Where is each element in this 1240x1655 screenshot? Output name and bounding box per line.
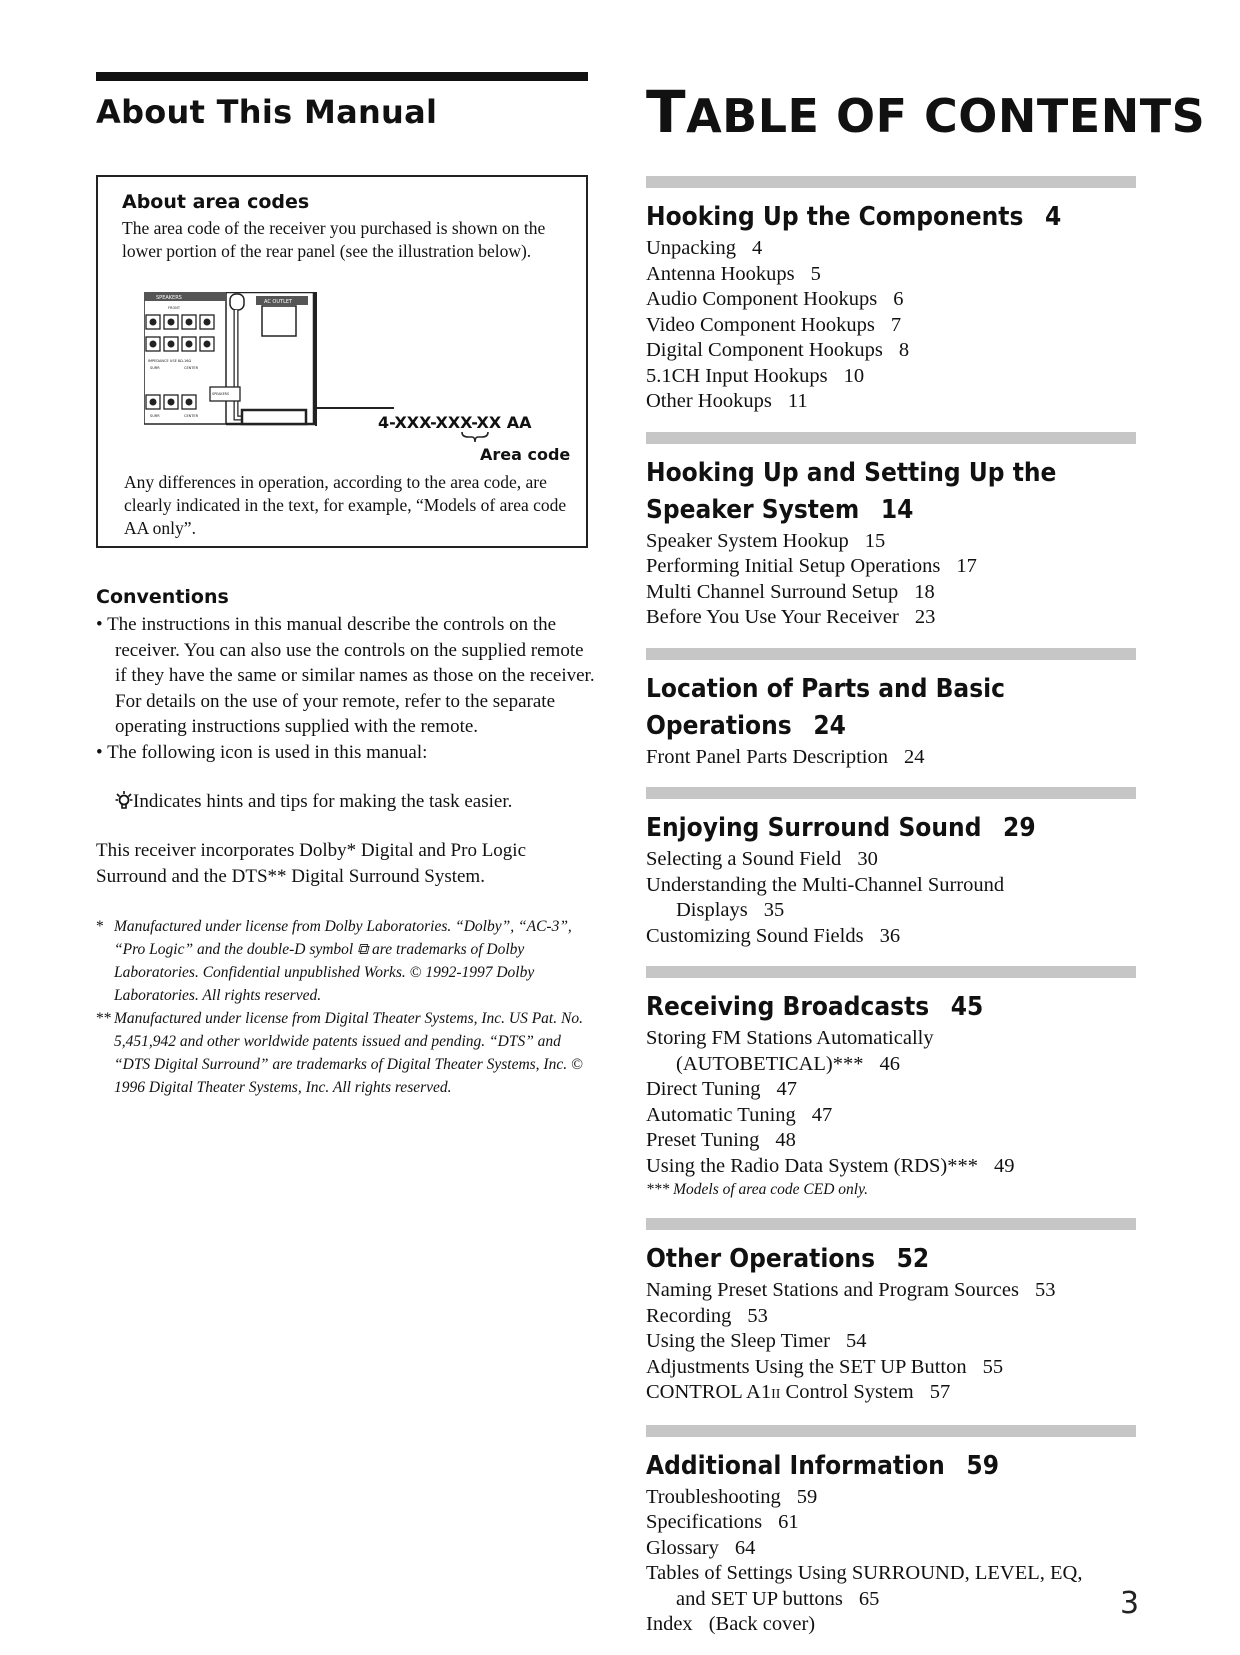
- section-page: 52: [896, 1244, 930, 1274]
- entry-page: 49: [993, 1154, 1015, 1177]
- toc-entry[interactable]: [646, 580, 1136, 606]
- entry-page: 47: [776, 1078, 797, 1100]
- section-page: 24: [813, 710, 846, 741]
- toc-section: [646, 176, 1136, 415]
- panel-label-ac-outlet: AC OUTLET: [264, 299, 293, 305]
- entry-text: Selecting a Sound Field: [646, 848, 842, 870]
- entry-text: Audio Component Hookups: [646, 288, 878, 310]
- page-number: 3: [1120, 1586, 1140, 1621]
- entry-page: 7: [890, 313, 902, 336]
- entry-text: Adjustments Using the SET UP Button: [646, 1355, 967, 1378]
- entry-text: Other Hookups: [646, 390, 772, 412]
- section-page: 45: [950, 992, 984, 1022]
- tip-line: [96, 789, 596, 815]
- entry-text: Troubleshooting: [646, 1485, 781, 1508]
- toc-section: [646, 432, 1136, 631]
- section-heading[interactable]: [646, 989, 1087, 1026]
- toc-entry[interactable]: [646, 1380, 1136, 1408]
- toc-entry[interactable]: [646, 1154, 1136, 1180]
- entry-page: 35: [763, 899, 785, 921]
- area-codes-intro: The area code of the receiver you purchased is shown on the lower portion of the rear panel (see the illustration below).: [122, 218, 546, 261]
- dolby-dts-note: This receiver incorporates Dolby* Digital and Pro Logic Surround and the DTS** Digital Surround System.: [96, 840, 527, 887]
- entry-text: CONTROL A1: [646, 1381, 772, 1403]
- toc-entry[interactable]: [646, 1103, 1136, 1129]
- section-title: Additional Information: [646, 1450, 945, 1481]
- entry-page: 55: [982, 1355, 1004, 1378]
- section-heading-line: [646, 492, 1087, 529]
- section-heading-line: [646, 199, 1087, 236]
- entry-text: Glossary: [646, 1536, 719, 1559]
- toc-entry[interactable]: [646, 262, 1136, 288]
- entry-text: Video Component Hookups: [646, 313, 875, 336]
- entry-page: 53: [747, 1304, 768, 1327]
- section-title: Hooking Up the Components: [646, 202, 1024, 232]
- entry-text: Multi Channel Surround Setup: [646, 580, 899, 603]
- panel-label-speakers-2: SPEAKERS: [212, 392, 230, 396]
- entry-continuation: [646, 898, 1136, 924]
- section-bar: [646, 432, 1136, 444]
- section-page: 14: [880, 494, 914, 525]
- section-title: Other Operations: [646, 1244, 876, 1274]
- area-codes-note: Any differences in operation, according to the area code, are clearly indicated in the text, for example, “Models of area code AA only”.: [124, 472, 567, 538]
- entry-page: (Back cover): [708, 1613, 816, 1635]
- toc-entry[interactable]: [646, 847, 1136, 873]
- section-heading[interactable]: [646, 671, 1087, 745]
- entry-text: Automatic Tuning: [646, 1103, 796, 1126]
- toc-section: [646, 648, 1136, 771]
- panel-label-impedance: IMPEDANCE USE 8Ω-16Ω: [148, 359, 192, 363]
- toc-section: [646, 1218, 1136, 1408]
- entry-page: 57: [929, 1381, 951, 1403]
- footnote-dolby: [96, 915, 596, 1007]
- section-heading[interactable]: [646, 810, 1087, 847]
- about-section: [96, 72, 588, 131]
- entry-page: 30: [857, 848, 878, 870]
- entry-text: Specifications: [646, 1511, 763, 1533]
- entry-text-small: II: [771, 1387, 781, 1402]
- panel-label-speakers: SPEAKERS: [156, 295, 182, 301]
- section-heading-line: [646, 708, 1087, 745]
- entry-text: Naming Preset Stations and Program Sources: [646, 1279, 1019, 1301]
- entry-continuation: [646, 1587, 1136, 1613]
- toc-entry[interactable]: [646, 1329, 1136, 1355]
- section-bar: [646, 648, 1136, 660]
- entry-text: Using the Sleep Timer: [646, 1330, 830, 1352]
- entry-page: 53: [1034, 1279, 1056, 1301]
- entry-text: Antenna Hookups: [646, 262, 795, 285]
- convention-item: • The instructions in this manual describe the controls on the receiver. You can also use the controls on the supplied remote if they have the same or similar names as those on the receiver. For details on the use of your remote, refer to the separate operating instructions supplied with the remote.: [96, 612, 596, 740]
- entry-text: Performing Initial Setup Operations: [646, 555, 941, 577]
- toc-entry[interactable]: [646, 873, 1136, 924]
- toc-title: TABLE OF CONTENTS: [646, 78, 1206, 146]
- area-codes-title: About area codes: [122, 191, 310, 213]
- conventions-list: [96, 612, 596, 765]
- section-heading[interactable]: [646, 1448, 1087, 1485]
- toc-entry[interactable]: [646, 745, 1136, 771]
- entry-text: Control System: [780, 1381, 914, 1403]
- toc-entry[interactable]: [646, 1278, 1136, 1304]
- entry-text: Displays: [676, 899, 748, 921]
- toc-section: [646, 1425, 1136, 1638]
- panel-label-front: FRONT: [168, 306, 180, 310]
- panel-label-center-2: CENTER: [184, 414, 199, 418]
- top-rule: [96, 72, 588, 81]
- entry-text: Direct Tuning: [646, 1078, 761, 1100]
- section-bar: [646, 176, 1136, 188]
- entry-page: 11: [787, 390, 808, 412]
- section-page: 29: [1003, 813, 1036, 843]
- entry-page: 65: [858, 1587, 880, 1610]
- entry-text: (AUTOBETICAL)***: [676, 1052, 864, 1075]
- panel-label-center: CENTER: [184, 366, 199, 370]
- entry-page: 48: [775, 1129, 796, 1151]
- entry-text: Storing FM Stations Automatically: [646, 1027, 934, 1049]
- section-heading[interactable]: [646, 199, 1087, 236]
- entry-text: Before You Use Your Receiver: [646, 606, 899, 628]
- section-heading-line: [646, 989, 1087, 1026]
- entry-page: 8: [898, 339, 910, 361]
- toc-entry[interactable]: [646, 1304, 1136, 1330]
- footnote-text: Manufactured under license from Digital Theater Systems, Inc. US Pat. No. 5,451,942 and other worldwide patents issued and pending. “DTS” and “DTS Digital Surround” are trademarks of Digital Theater Systems, Inc. © 1996 Digital Theater Systems, Inc. All rights reserved.: [114, 1010, 583, 1096]
- toc-entry[interactable]: [646, 1355, 1136, 1381]
- toc-section: [646, 787, 1136, 949]
- entry-page: 46: [879, 1052, 901, 1075]
- section-bar: [646, 787, 1136, 799]
- toc-section: [646, 966, 1136, 1201]
- section-heading-line: [646, 1448, 1087, 1485]
- section-bar: [646, 966, 1136, 978]
- panel-label-surr: SURR: [150, 366, 160, 370]
- entry-text: 5.1CH Input Hookups: [646, 364, 828, 387]
- footnotes: [96, 915, 596, 1099]
- toc-entry[interactable]: [646, 1077, 1136, 1103]
- entry-page: 17: [956, 555, 977, 577]
- entry-text: Unpacking: [646, 237, 736, 259]
- entry-page: 15: [864, 529, 886, 552]
- toc-entry[interactable]: [646, 389, 1136, 415]
- toc-entry[interactable]: [646, 338, 1136, 364]
- section-bar: [646, 1218, 1136, 1230]
- entry-text: Preset Tuning: [646, 1129, 760, 1151]
- entry-text: Index: [646, 1613, 693, 1635]
- footnote-text: Manufactured under license from Dolby Laboratories. “Dolby”, “AC-3”, “Pro Logic” and the double-D symbol ⧉ are trademarks of Dolby Laboratories. Confidential unpublished Works. © 1992-1997 Dolby Laboratories. All rights reserved.: [114, 918, 572, 1004]
- table-of-contents: [646, 176, 1136, 1655]
- entry-page: 6: [893, 288, 904, 310]
- entry-page: 4: [751, 237, 763, 259]
- section-heading[interactable]: [646, 1241, 1087, 1278]
- entry-text: Speaker System Hookup: [646, 529, 849, 552]
- toc-entry[interactable]: [646, 1485, 1136, 1511]
- toc-entry[interactable]: [646, 1536, 1136, 1562]
- convention-item: • The following icon is used in this manual:: [96, 740, 596, 766]
- section-title: Speaker System: [646, 494, 860, 525]
- about-title: About This Manual: [96, 93, 438, 131]
- entry-page: 24: [904, 745, 925, 768]
- section-bar: [646, 1425, 1136, 1437]
- entry-text: Customizing Sound Fields: [646, 924, 864, 947]
- section-title: Receiving Broadcasts: [646, 992, 930, 1022]
- section-note: *** Models of area code CED only.: [646, 1181, 868, 1198]
- area-code-label: Area code: [480, 445, 571, 464]
- footnote-dts: [96, 1007, 596, 1099]
- toc-entry[interactable]: [646, 1561, 1136, 1612]
- entry-page: 36: [879, 924, 901, 947]
- entry-text: Digital Component Hookups: [646, 339, 883, 361]
- footnote-mark: *: [96, 918, 104, 935]
- section-page: 4: [1044, 202, 1062, 232]
- section-page: 59: [966, 1450, 999, 1481]
- entry-text: Front Panel Parts Description: [646, 745, 888, 768]
- lightbulb-icon: [115, 790, 133, 810]
- section-heading-line: Hooking Up and Setting Up the: [646, 457, 1057, 488]
- entry-page: 5: [810, 262, 821, 285]
- toc-entry[interactable]: [646, 1612, 1136, 1638]
- toc-entry[interactable]: [646, 924, 1136, 950]
- entry-page: 47: [811, 1103, 833, 1126]
- section-title: Operations: [646, 710, 792, 741]
- toc-entry[interactable]: [646, 529, 1136, 555]
- conventions-title: Conventions: [96, 586, 229, 608]
- entry-text: Understanding the Multi-Channel Surround: [646, 873, 1005, 896]
- entry-page: 59: [796, 1485, 818, 1508]
- section-heading-line: [646, 1241, 1087, 1278]
- entry-page: 61: [778, 1511, 799, 1533]
- entry-continuation: [646, 1052, 1136, 1078]
- entry-text: and SET UP buttons: [676, 1587, 843, 1610]
- section-heading-line: Location of Parts and Basic: [646, 673, 1006, 704]
- footnote-mark: **: [96, 1010, 112, 1027]
- toc-entry[interactable]: [646, 236, 1136, 262]
- entry-page: 54: [845, 1330, 867, 1352]
- toc-entry[interactable]: [646, 287, 1136, 313]
- entry-page: 64: [734, 1536, 756, 1559]
- toc-entry[interactable]: [646, 554, 1136, 580]
- toc-entry[interactable]: [646, 364, 1136, 390]
- section-title: Enjoying Surround Sound: [646, 813, 982, 843]
- toc-entry[interactable]: [646, 1026, 1136, 1077]
- toc-entry[interactable]: [646, 605, 1136, 631]
- tip-text: Indicates hints and tips for making the task easier.: [133, 791, 513, 812]
- toc-entry[interactable]: [646, 313, 1136, 339]
- section-heading[interactable]: [646, 455, 1087, 529]
- toc-entry[interactable]: [646, 1510, 1136, 1536]
- entry-page: 18: [914, 580, 935, 603]
- area-codes-box: [96, 175, 588, 548]
- toc-entry[interactable]: [646, 1128, 1136, 1154]
- entry-page: 23: [914, 606, 936, 628]
- area-code-example: 4-XXX-XXX-XX AA: [378, 413, 532, 432]
- panel-label-surr-2: SURR: [150, 414, 160, 418]
- entry-page: 10: [843, 364, 865, 387]
- entry-text: Using the Radio Data System (RDS)***: [646, 1154, 978, 1177]
- section-heading-line: [646, 810, 1087, 847]
- entry-text: Tables of Settings Using SURROUND, LEVEL, EQ,: [646, 1562, 1083, 1584]
- entry-text: Recording: [646, 1304, 732, 1327]
